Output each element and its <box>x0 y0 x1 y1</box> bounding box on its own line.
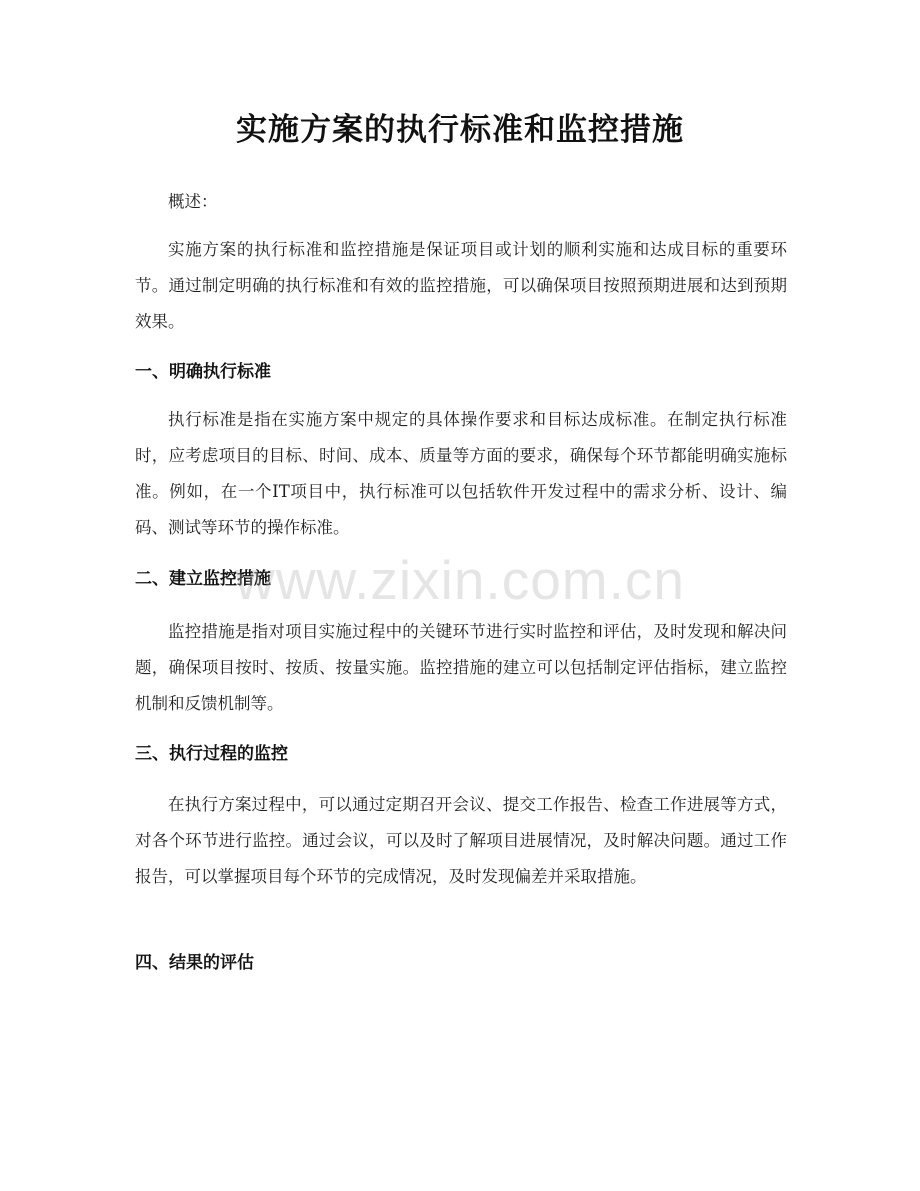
section-body-1: 执行标准是指在实施方案中规定的具体操作要求和目标达成标准。在制定执行标准时，应考虑项目的目标、时间、成本、质量等方面的要求，确保每个环节都能明确实施标准。例如，在一个IT项目中，执行标准可以包括软件开发过程中的需求分析、设计、编码、测试等环节的操作标准。 <box>135 410 787 537</box>
section-heading-3: 三、执行过程的监控 <box>135 744 288 764</box>
intro-paragraph: 实施方案的执行标准和监控措施是保证项目或计划的顺利实施和达成目标的重要环节。通过制定明确的执行标准和有效的监控措施，可以确保项目按照预期进展和达到预期效果。 <box>135 240 787 331</box>
section-body-2: 监控措施是指对项目实施过程中的关键环节进行实时监控和评估，及时发现和解决问题，确保项目按时、按质、按量实施。监控措施的建立可以包括制定评估指标，建立监控机制和反馈机制等。 <box>135 622 787 713</box>
section-heading-4: 四、结果的评估 <box>135 953 254 973</box>
watermark: www.zixin.com.cn <box>235 549 685 611</box>
document-title: 实施方案的执行标准和监控措施 <box>236 112 684 148</box>
section-heading-2: 二、建立监控措施 <box>135 569 271 589</box>
overview-label: 概述： <box>168 192 218 211</box>
section-heading-1: 一、明确执行标准 <box>135 362 271 382</box>
section-body-3: 在执行方案过程中，可以通过定期召开会议、提交工作报告、检查工作进展等方式，对各个环节进行监控。通过会议，可以及时了解项目进展情况，及时解决问题。通过工作报告，可以掌握项目每个环节的完成情况，及时发现偏差并采取措施。 <box>135 795 787 886</box>
